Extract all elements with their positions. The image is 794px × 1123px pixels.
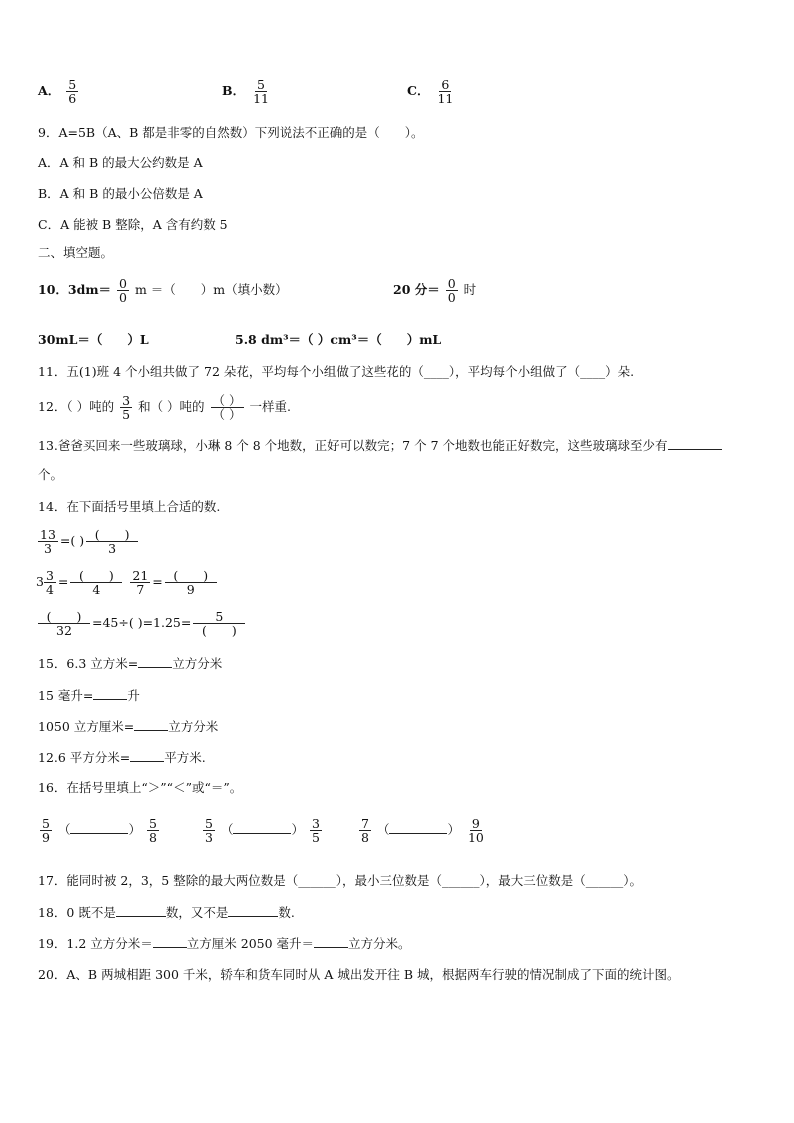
denominator: 6 [68,91,77,107]
numerator: 3 [45,568,54,583]
numerator: 5 [42,816,50,831]
denominator: 5 [122,407,131,423]
denominator: 8 [148,830,157,846]
numerator: 3 [122,393,131,408]
option-label: B． [222,83,246,99]
q15-text: 立方分米 [168,719,219,734]
q15-line4 [38,751,206,765]
q15-text: 立方分米 [172,656,223,671]
denominator: 8 [361,830,369,846]
numerator: 5 [257,77,265,92]
denominator: 32 [56,623,72,639]
numerator: 21 [132,568,149,583]
equals: = [57,574,69,590]
denominator: 4 [92,582,101,598]
q8-option-b [222,78,273,105]
whole-number: 3 [36,574,44,590]
paren: ） [128,822,141,838]
answer-blank [153,937,187,948]
q20: 20．A、B 两城相距 300 千米，轿车和货车同时从 A 城出发开往 B 城，根据两车行驶的情况制成了下面的统计图。 [38,967,680,982]
denominator: 0 [119,290,127,306]
fraction [38,528,58,555]
q19-text: 立方厘米 2050 毫升＝ [186,936,315,951]
denominator: 3 [108,541,117,557]
answer-blank [668,439,722,450]
q12 [38,394,291,421]
q16-compare-3 [357,817,488,844]
q16-stem: 16．在括号里填上“＞”“＜”或“＝”。 [38,780,243,795]
q19-text: 19．1.2 立方分米＝ [38,936,153,951]
numerator: ( ) [38,610,90,624]
q14-row3 [36,610,247,637]
q15-line1 [38,657,222,671]
denominator: ( ) [201,623,237,639]
numerator: 0 [447,276,456,291]
q10-text: 20 分＝ [393,282,440,298]
q18-text: 18．0 既不是 [38,905,116,920]
q8-option-c [407,78,457,105]
answer-blank [93,689,127,700]
q9-option-a: A．A 和 B 的最大公约数是 A [38,155,203,170]
q18-text: 数，又不是 [165,905,229,920]
denominator: 11 [437,91,454,107]
fraction [466,817,486,844]
q18-text: 数. [278,905,295,920]
denominator: 9 [186,582,195,598]
q10-text: m ＝（ ）m（填小数） [134,282,288,298]
fraction [435,78,455,105]
q14-row2 [36,569,219,596]
denominator: 7 [136,582,145,598]
q11: 11．五(1)班 4 个小组共做了 72 朵花，平均每个小组做了这些花的（____），平均每个小组做了（____）朵. [38,364,635,379]
q19 [38,937,411,951]
numerator: 13 [40,527,56,542]
denominator: 5 [311,830,320,846]
denominator: 11 [253,91,269,107]
q8-option-a [38,78,80,105]
answer-blank [138,657,172,668]
answer-blank [233,823,291,834]
q15-text: 12.6 平方分米= [38,750,131,765]
fraction [446,277,458,304]
fraction [211,394,244,421]
q9-stem: 9．A=5B（A、B 都是非零的自然数）下列说法不正确的是（ ）。 [38,125,424,140]
paren: （ [57,822,71,838]
q9-option-c: C．A 能被 B 整除，A 含有约数 5 [38,217,228,232]
q12-text: 和（ ）吨的 [138,399,205,415]
fraction [203,817,215,844]
numerator: 5 [68,77,77,92]
numerator: ( ) [70,569,122,583]
fraction [165,569,217,596]
numerator: 6 [441,77,450,92]
fraction [359,817,371,844]
fraction [117,277,129,304]
q14-text: =( ) [59,533,85,549]
numerator: ( ) [165,569,217,583]
q17: 17．能同时被 2，3，5 整除的最大两位数是（______），最小三位数是（______），最大三位数是（______）。 [38,873,642,888]
fraction [66,78,78,105]
equals: = [152,574,163,590]
q14-text: =45÷( )=1.25= [92,615,192,631]
numerator: 5 [148,816,157,831]
fraction [193,610,245,637]
fraction [147,817,159,844]
q10-line2b: 5.8 dm³＝（ ）cm³＝（ ）mL [235,332,442,347]
numerator: 9 [471,816,480,831]
q16-compare-2 [201,817,324,844]
denominator: 3 [43,541,52,557]
answer-blank [314,937,348,948]
numerator: 0 [119,276,127,291]
answer-blank [134,720,168,731]
q10-line2a: 30mL＝（ ）L [38,332,149,347]
answer-blank [389,823,447,834]
fraction [70,569,122,596]
q15-text: 升 [127,688,140,703]
q18 [38,906,295,920]
q16-compare-1 [38,817,161,844]
numerator: （ ） [212,393,242,408]
paren: （ [376,822,390,838]
q15-line3 [38,720,218,734]
answer-blank [70,823,128,834]
denominator: 9 [42,830,50,846]
q14-stem: 14．在下面括号里填上合适的数. [38,499,221,514]
denominator: 3 [205,830,213,846]
denominator: 0 [447,290,456,306]
q10-text: 10．3dm＝ [38,282,112,298]
q15-text: 15 毫升= [38,688,94,703]
answer-blank [116,906,166,917]
q9-option-b: B．A 和 B 的最小公倍数是 A [38,186,203,201]
q10-text: 时 [463,282,477,298]
denominator: 4 [45,582,54,598]
numerator: 5 [205,816,213,831]
answer-blank [228,906,278,917]
q13-text: 13.爸爸买回来一些玻璃球，小琳 8 个 8 个地数，正好可以数完；7 个 7 个地数也能正好数完，这些玻璃球至少有 [38,438,668,453]
q15-text: 15．6.3 立方米= [38,656,139,671]
fraction [120,394,132,421]
numerator: 5 [193,610,245,624]
paren: ） [291,822,304,838]
q19-text: 立方分米。 [348,936,411,951]
fraction [251,78,271,105]
paren: ） [447,822,460,838]
q10-part2 [393,277,476,304]
numerator: 3 [311,816,320,831]
answer-blank [130,751,164,762]
numerator: 7 [361,816,369,831]
paren: （ [220,822,234,838]
option-label: A． [38,83,61,99]
q15-line2 [38,689,140,703]
denominator: （ ） [212,407,242,423]
q12-text: 一样重. [249,399,291,415]
q12-text: 12．（ ）吨的 [38,399,115,415]
option-label: C． [407,83,430,99]
fraction [40,817,52,844]
q15-text: 1050 立方厘米= [38,719,135,734]
q15-text: 平方米. [164,750,206,765]
fraction [38,610,90,637]
fraction [44,569,56,596]
fraction [130,569,150,596]
fraction [310,817,322,844]
q13-line2: 个。 [38,467,64,482]
q14-row1 [36,528,140,555]
q13-line1 [38,439,722,453]
fraction [86,528,138,555]
numerator: ( ) [86,528,138,542]
q10-part1 [38,277,288,304]
denominator: 10 [467,830,484,846]
section-heading: 二、填空题。 [38,245,114,260]
